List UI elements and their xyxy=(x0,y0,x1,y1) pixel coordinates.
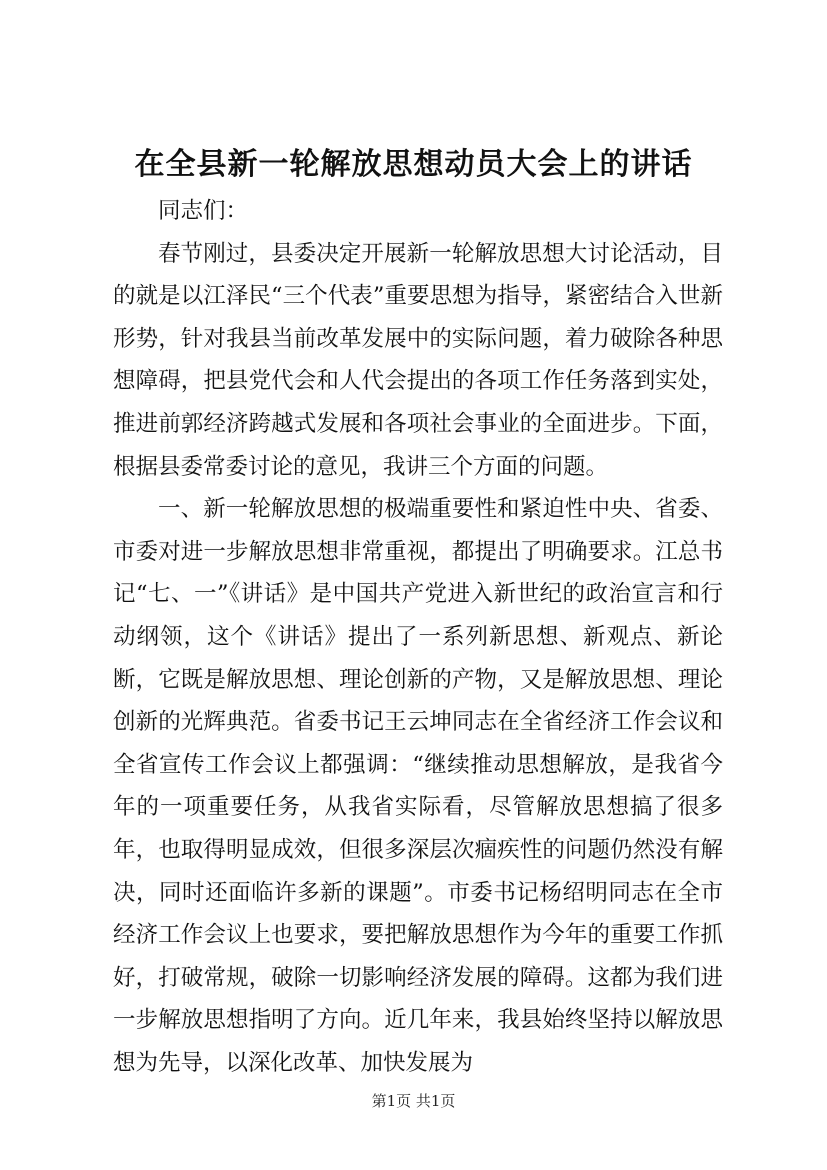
body-paragraph: 一、新一轮解放思想的极端重要性和紧迫性中央、省委、市委对进一步解放思想非常重视，都提出了明确要求。江总书记“七、一”《讲话》是中国共产党进入新世纪的政治宣言和行动纲领，这个《讲话》提出了一系列新思想、新观点、新论断，它既是解放思想、理论创新的产物，又是解放思想、理论创新的光辉典范。省委书记王云坤同志在全省经济工作会议和全省宣传工作会议上都强调：“继续推动思想解放，是我省今年的一项重要任务，从我省实际看，尽管解放思想搞了很多年，也取得明显成效，但很多深层次痼疾性的问题仍然没有解决，同时还面临许多新的课题”。市委书记杨绍明同志在全市经济工作会议上也要求，要把解放思想作为今年的重要工作抓好，打破常规，破除一切影响经济发展的障碍。这都为我们进一步解放思想指明了方向。近几年来，我县始终坚持以解放思想为先导，以深化改革、加快发展为 xyxy=(113,496,723,1076)
body-paragraph: 春节刚过，县委决定开展新一轮解放思想大讨论活动，目的就是以江泽民“三个代表”重要思想为指导，紧密结合入世新形势，针对我县当前改革发展中的实际问题，着力破除各种思想障碍，把县党代会和人代会提出的各项工作任务落到实处，推进前郭经济跨越式发展和各项社会事业的全面进步。下面，根据县委常委讨论的意见，我讲三个方面的问题。 xyxy=(113,240,723,480)
document-title: 在全县新一轮解放思想动员大会上的讲话 xyxy=(134,147,693,182)
document-body xyxy=(113,190,723,1084)
page-footer: 第1页 共1页 xyxy=(371,1092,456,1110)
salutation-paragraph: 同志们： xyxy=(158,198,249,224)
